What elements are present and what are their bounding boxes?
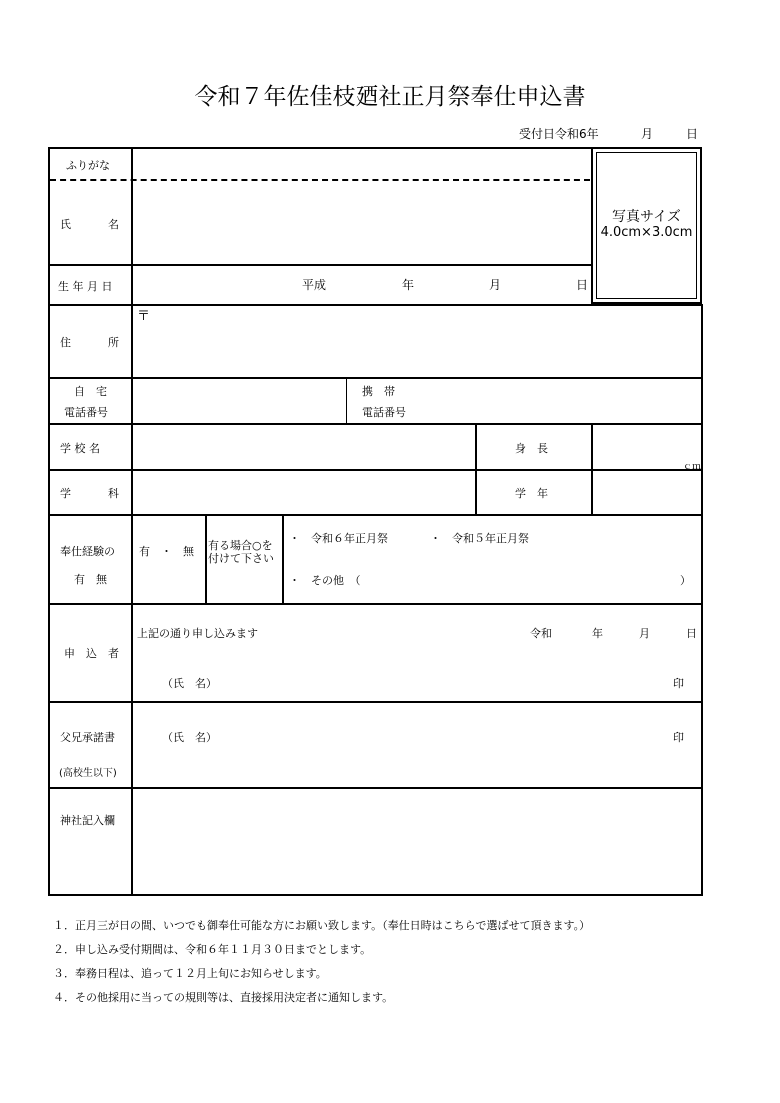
school-name-field[interactable] bbox=[133, 425, 475, 469]
label-name-2: 名 bbox=[108, 218, 119, 231]
label-school-name: 学 校 名 bbox=[60, 442, 100, 455]
mobile-phone-field[interactable] bbox=[420, 379, 701, 423]
note-item: ２．申し込み受付期間は、令和６年１１月３０日までとします。 bbox=[53, 943, 372, 956]
applicant-statement: 上記の通り申し込みます bbox=[137, 627, 258, 640]
birthdate-field[interactable] bbox=[133, 266, 591, 304]
name-field[interactable] bbox=[133, 182, 591, 264]
note-item: ３．奉務日程は、追って１２月上旬にお知らせします。 bbox=[53, 967, 327, 980]
reception-date-label: 受付日令和6年 bbox=[519, 127, 599, 141]
note-item: ４．その他採用に当っての規則等は、直接採用決定者に通知します。 bbox=[53, 991, 394, 1004]
label-home-phone-1: 自 宅 bbox=[74, 385, 107, 398]
label-mobile-phone-1: 携 帯 bbox=[362, 385, 395, 398]
label-department-2: 科 bbox=[108, 487, 119, 500]
experience-option-r6: ・ 令和６年正月祭 bbox=[289, 532, 388, 545]
experience-option-r5: ・ 令和５年正月祭 bbox=[430, 532, 529, 545]
furigana-field[interactable] bbox=[133, 149, 591, 178]
label-home-phone-2: 電話番号 bbox=[64, 406, 108, 419]
home-phone-field[interactable] bbox=[133, 379, 346, 423]
guardian-seal: 印 bbox=[673, 731, 684, 744]
label-address-1: 住 bbox=[60, 336, 71, 349]
experience-option-other: ・ その他 （ bbox=[289, 574, 361, 587]
reception-date-day: 日 bbox=[686, 127, 699, 141]
guardian-note: (高校生以下) bbox=[59, 768, 117, 779]
address-field[interactable] bbox=[150, 306, 701, 377]
postal-mark: 〒 bbox=[137, 309, 151, 324]
label-shrine-entry: 神社記入欄 bbox=[60, 814, 115, 827]
label-guardian: 父兄承諾書 bbox=[60, 731, 115, 744]
label-height: 身 長 bbox=[515, 442, 548, 455]
photo-box bbox=[591, 147, 702, 304]
label-birthdate: 生 年 月 日 bbox=[58, 280, 113, 293]
label-applicant: 申 込 者 bbox=[64, 647, 119, 660]
label-mobile-phone-2: 電話番号 bbox=[362, 406, 406, 419]
experience-hint-2: 付けて下さい bbox=[208, 552, 274, 565]
birthdate-day: 日 bbox=[576, 278, 589, 292]
birthdate-year: 年 bbox=[402, 278, 415, 292]
height-field[interactable] bbox=[593, 425, 701, 459]
label-department-1: 学 bbox=[60, 487, 71, 500]
label-grade: 学 年 bbox=[515, 487, 548, 500]
applicant-name-label: （氏 名） bbox=[162, 677, 217, 690]
experience-hint-1: 有る場合○を bbox=[208, 539, 273, 552]
applicant-date-era: 令和 bbox=[530, 627, 552, 640]
label-experience-1: 奉仕経験の bbox=[60, 545, 115, 558]
note-item: １．正月三が日の間、いつでも御奉仕可能な方にお願い致します。（奉仕日時はこちらで選ばせて頂きます。） bbox=[53, 919, 591, 932]
experience-choice: 有 ・ 無 bbox=[139, 545, 194, 558]
birthdate-era: 平成 bbox=[302, 278, 327, 292]
shrine-entry-field bbox=[133, 789, 701, 894]
reception-date-month: 月 bbox=[641, 127, 654, 141]
applicant-seal: 印 bbox=[673, 677, 684, 690]
birthdate-month: 月 bbox=[489, 278, 502, 292]
department-field[interactable] bbox=[133, 471, 475, 514]
applicant-date-day: 日 bbox=[686, 627, 697, 640]
applicant-date-month: 月 bbox=[639, 627, 650, 640]
label-address-2: 所 bbox=[108, 336, 119, 349]
label-experience-2: 有 無 bbox=[74, 573, 107, 586]
applicant-date-year: 年 bbox=[592, 627, 603, 640]
photo-size-label: 写真サイズ bbox=[612, 209, 681, 225]
page-title: 令和７年佐佳枝廼社正月祭奉仕申込書 bbox=[194, 84, 586, 110]
label-furigana: ふりがな bbox=[66, 159, 110, 172]
height-unit: ｃｍ bbox=[683, 462, 702, 472]
label-name-1: 氏 bbox=[60, 218, 71, 231]
guardian-name-label: （氏 名） bbox=[162, 731, 217, 744]
experience-other-close: ） bbox=[680, 574, 691, 587]
photo-size-dimensions: 4.0cm×3.0cm bbox=[600, 225, 693, 240]
grade-field[interactable] bbox=[593, 471, 701, 514]
